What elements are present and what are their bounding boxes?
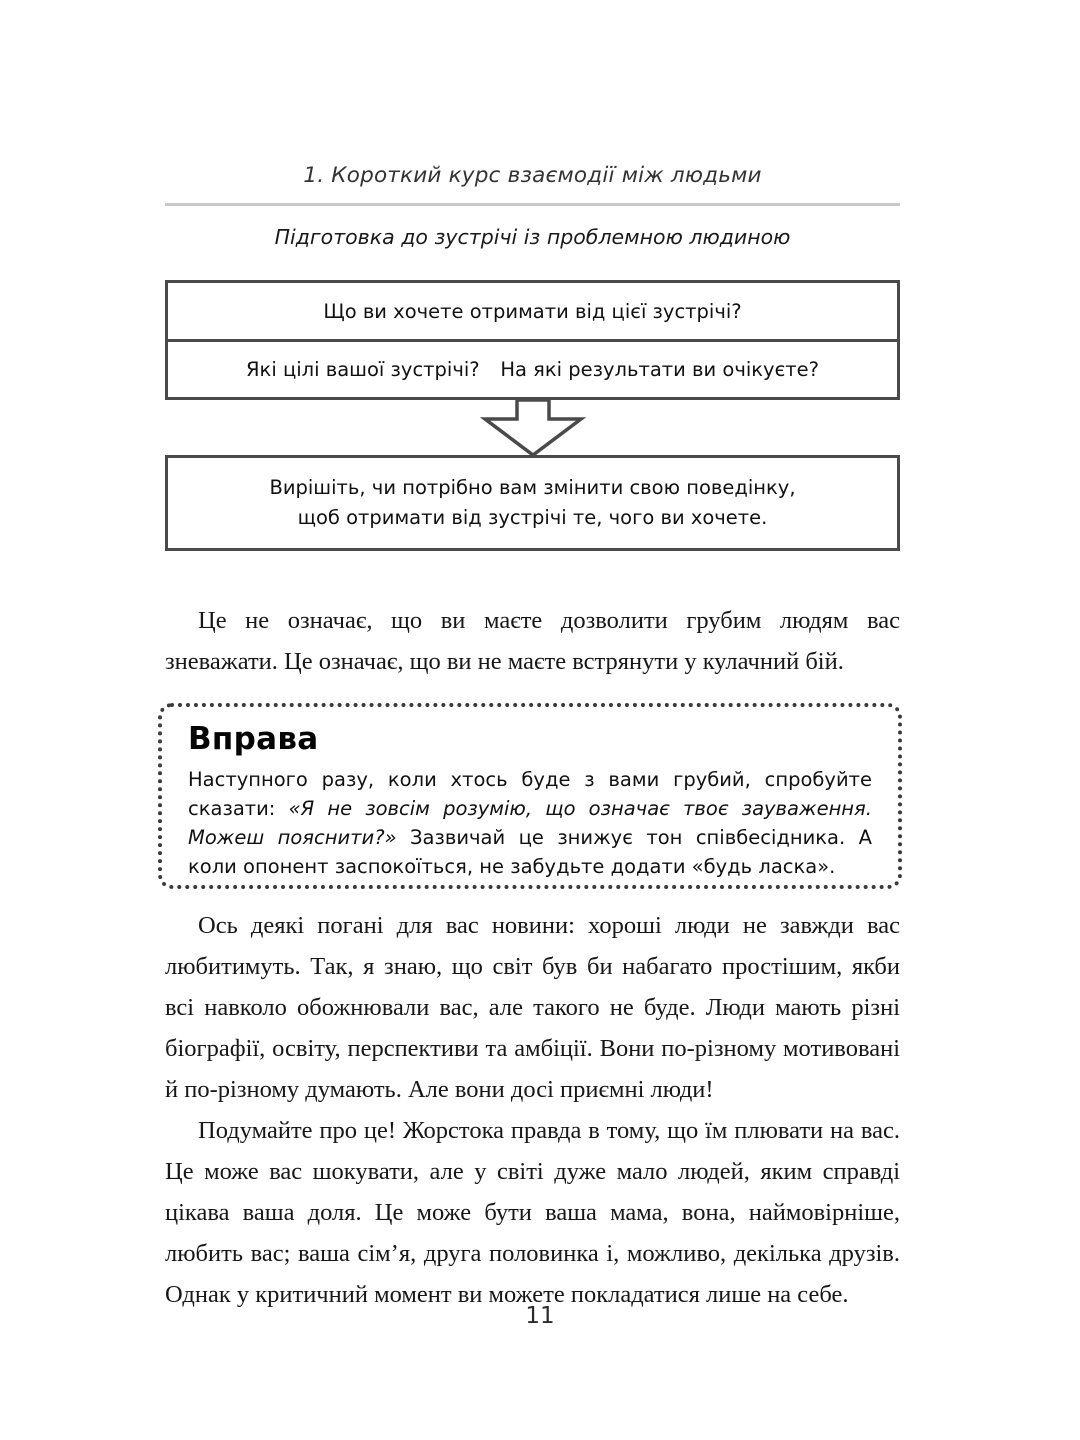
flow-diagram: [165, 280, 900, 529]
down-arrow-icon: [165, 400, 900, 458]
flow-box-decision-line1: Вирішіть, чи потрібно вам змінити свою поведінку,: [269, 475, 796, 499]
paragraph: Подумайте про це! Жорстока правда в тому, що їм плювати на вас. Це може вас шокувати, але у світі дуже мало людей, яким справді цікава ваша доля. Це може бути ваша мама, вона, наймовірніше, любить вас; ваша сім’я, друга половинка і, можливо, декілька друзів. Однак у критичний момент ви можете покладатися лише на себе.: [165, 1117, 900, 1308]
callout-text-before: Наступного разу, коли хтось буде з вами грубий, спробуйте сказати:: [188, 768, 872, 820]
flow-box-goals-right-text: На які результати ви очікуєте?: [500, 358, 819, 381]
page-number: 11: [525, 1303, 555, 1329]
callout-quote: «Я не зовсім розумію, що означає твоє зауваження. Можеш пояснити?»: [188, 797, 872, 849]
flow-box-question: [165, 280, 900, 342]
body-paragraph-group-bottom: [165, 905, 900, 1315]
diagram-caption: Підготовка до зустрічі із проблемною людиною: [274, 225, 791, 249]
callout-body: [188, 765, 872, 881]
flow-box-goals: [165, 342, 900, 400]
callout-text-after: Зазвичай це знижує тон співбесідника. А коли опонент заспокоїться, не забудьте додати «будь ласка».: [188, 826, 872, 878]
paragraph: Це не означає, що ви маєте дозволити грубим людям вас зневажати. Це означає, що ви не маєте встрянути у кулачний бій.: [165, 607, 900, 675]
paragraph: Ось деякі погані для вас новини: хороші люди не завжди вас любитимуть. Так, я знаю, що світ був би набагато простішим, якби всі навколо обожнювали вас, але такого не буде. Люди мають різні біографії, освіту, перспективи та амбіції. Вони по-різному мотивовані й по-різному думають. Але вони досі приємні люди!: [165, 912, 900, 1103]
flow-box-question-text: Що ви хочете отримати від цієї зустрічі?: [323, 299, 742, 323]
running-header: 1. Короткий курс взаємодії між людьми: [303, 163, 762, 188]
flow-box-goals-left-text: Які цілі вашої зустрічі?: [246, 358, 480, 381]
exercise-callout: [158, 703, 902, 889]
flow-box-decision-line2: щоб отримати від зустрічі те, чого ви хочете.: [297, 506, 768, 529]
body-paragraph-group-top: [165, 600, 900, 682]
flow-box-decision: [165, 455, 900, 551]
header-rule: [165, 203, 900, 206]
callout-title: Вправа: [188, 721, 319, 757]
